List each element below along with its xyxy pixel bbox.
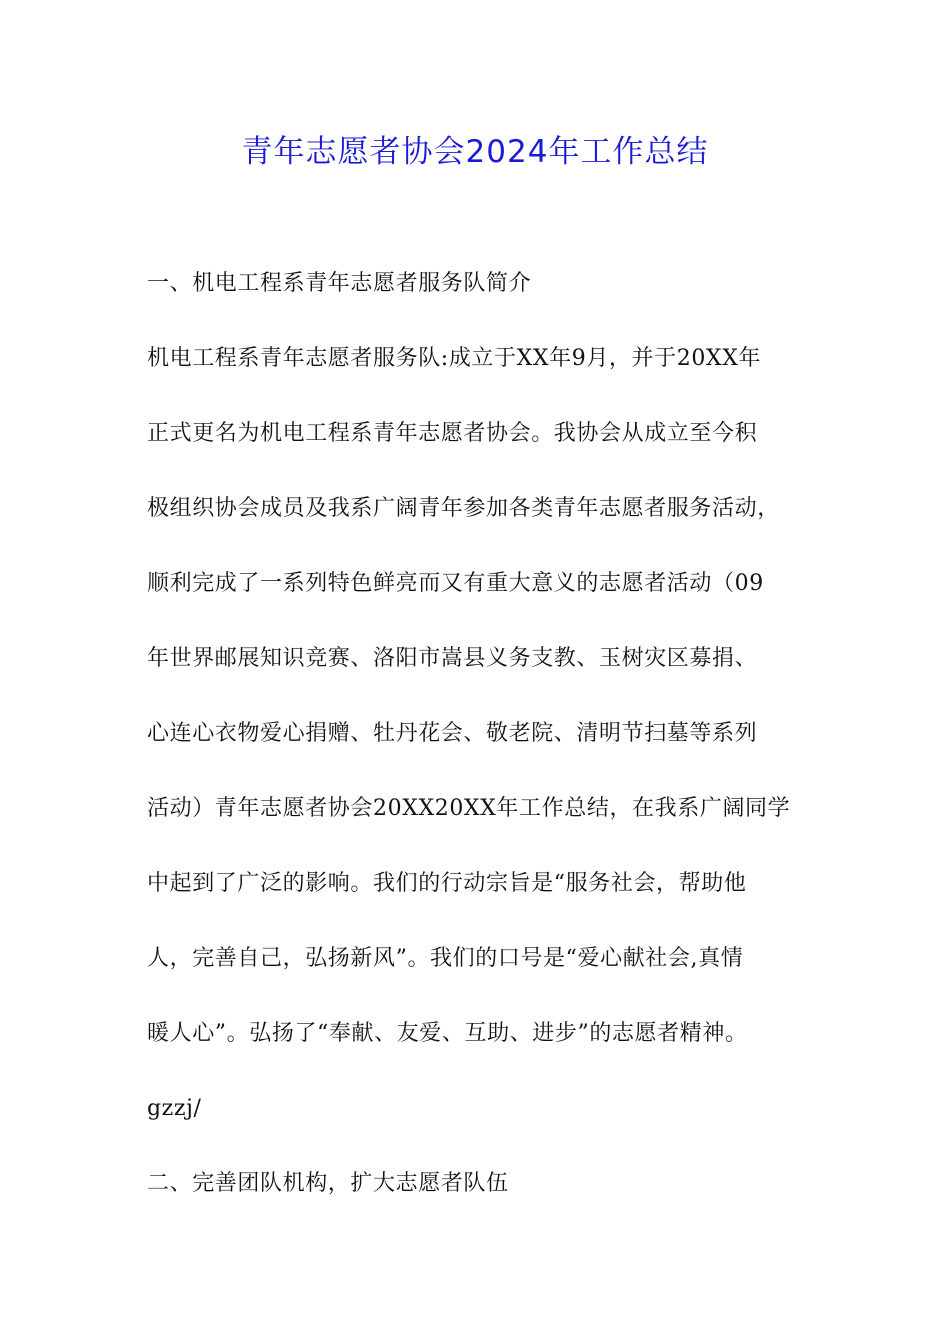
paragraph-line: 心连心衣物爱心捐赠、牡丹花会、敬老院、清明节扫墓等系列 <box>147 721 758 746</box>
paragraph-line: 人，完善自己，弘扬新风”。我们的口号是“爱心献社会,真情 <box>147 946 744 971</box>
section-heading-2: 二、完善团队机构，扩大志愿者队伍 <box>147 1171 509 1196</box>
paragraph-line: 机电工程系青年志愿者服务队:成立于XX年9月，并于20XX年 <box>147 346 762 371</box>
paragraph-line: gzzj/ <box>147 1096 202 1121</box>
paragraph-line: 年世界邮展知识竞赛、洛阳市嵩县义务支教、玉树灾区募捐、 <box>147 646 758 671</box>
paragraph-line: 活动）青年志愿者协会20XX20XX年工作总结，在我系广阔同学 <box>147 796 791 821</box>
section-heading-1: 一、机电工程系青年志愿者服务队简介 <box>147 271 532 296</box>
paragraph-line: 极组织协会成员及我系广阔青年参加各类青年志愿者服务活动， <box>147 496 780 521</box>
paragraph-line: 顺利完成了一系列特色鲜亮而又有重大意义的志愿者活动（09 <box>147 571 764 596</box>
paragraph-line: 正式更名为机电工程系青年志愿者协会。我协会从成立至今积 <box>147 421 758 446</box>
paragraph-line: 中起到了广泛的影响。我们的行动宗旨是“服务社会，帮助他 <box>147 871 747 896</box>
document-title: 青年志愿者协会2024年工作总结 <box>241 134 709 170</box>
paragraph-line: 暖人心”。弘扬了“奉献、友爱、互助、进步”的志愿者精神。 <box>147 1021 748 1046</box>
